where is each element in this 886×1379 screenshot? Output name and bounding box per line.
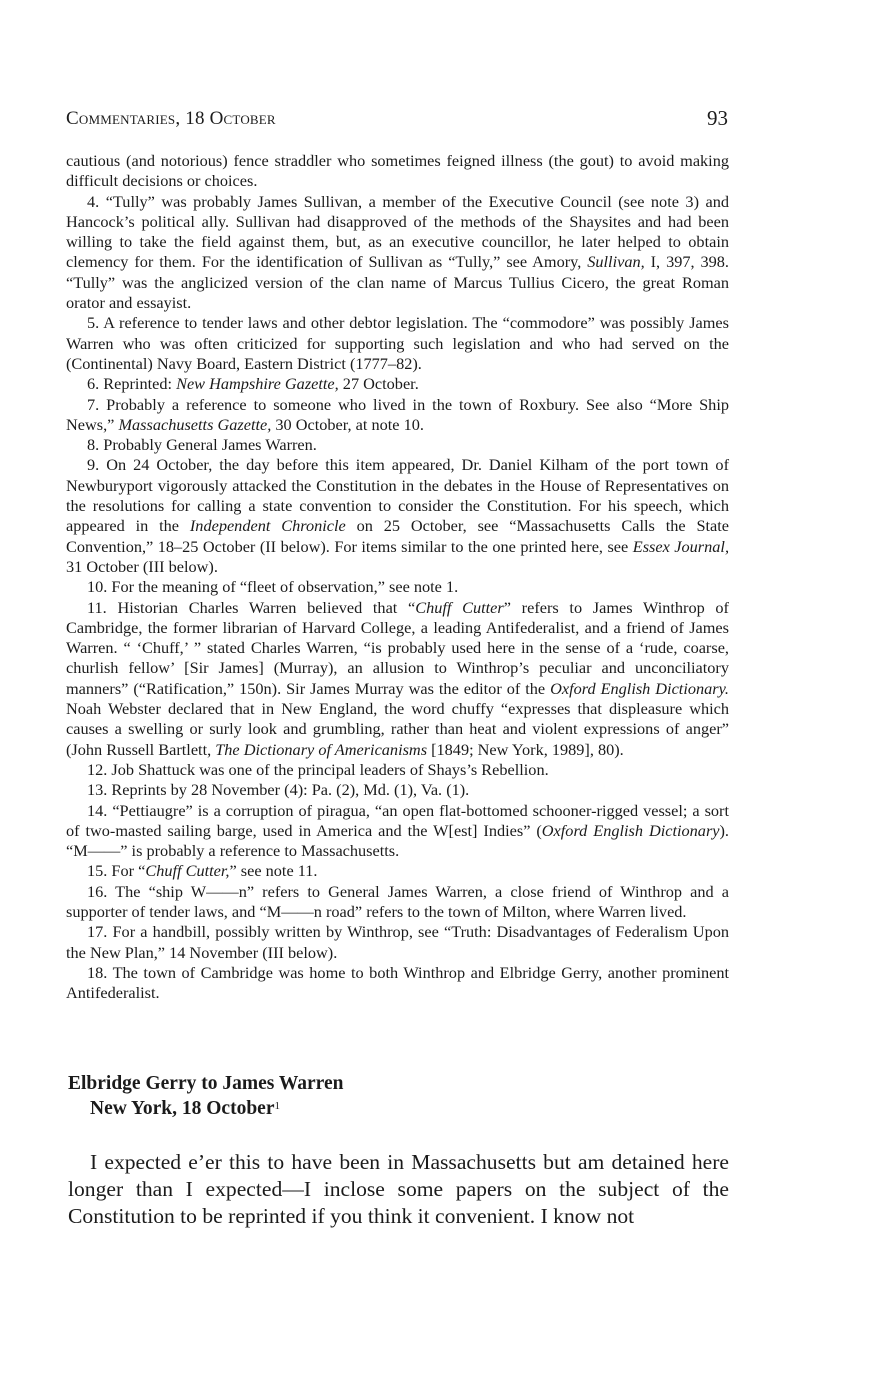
letter-body: I expected e’er this to have been in Massachusetts but am detained here longer than I expected—I inclose some papers on the subject of the Constitution to be reprinted if you think it convenient. I know not bbox=[68, 1149, 729, 1228]
note-10: 10. For the meaning of “fleet of observation,” see note 1. bbox=[87, 577, 459, 597]
note-9: 9. On 24 October, the day before this item appeared, Dr. Daniel Kilham of the port town of Newburyport vigorously attacked the Constitution in the debates in the House of Representatives on the resolutions for calling a state convention to consider the Constitution. For his speech, which appeared in the Independent Chronicle on 25 October, see “Massachusetts Calls the State Convention,” 18–25 October (II below). For items similar to the one printed here, see Essex Journal, 31 October (III below). bbox=[66, 455, 730, 576]
note-12: 12. Job Shattuck was one of the principal leaders of Shays’s Rebellion. bbox=[87, 759, 549, 779]
footnote-marker: 1 bbox=[274, 1100, 280, 1112]
note-17: 17. For a handbill, possibly written by Winthrop, see “Truth: Disadvantages of Federalism Upon the New Plan,” 14 November (III below). bbox=[66, 922, 729, 962]
note-16: 16. The “ship W——n” refers to General James Warren, a close friend of Winthrop and a supporter of tender laws, and “M——n road” refers to the town of Milton, where Warren lived. bbox=[66, 881, 729, 921]
note-15: 15. For “Chuff Cutter,” see note 11. bbox=[87, 861, 318, 881]
running-head bbox=[66, 106, 728, 132]
endnotes bbox=[66, 151, 729, 1003]
note-11: 11. Historian Charles Warren believed that “Chuff Cutter” refers to James Winthrop of Cambridge, the former librarian of Harvard College, a leading Antifederalist, and a friend of James Warren. “ ‘Chuff,’ ” stated Charles Warren, “is probably used here in the sense of a ‘rude, coarse, churlish fellow’ [Sir James] (Murray), an allusion to Winthrop’s peculiar and unconciliatory manners” (“Ratification,” 150n). Sir James Murray was the editor of the Oxford English Dictionary. Noah Webster declared that in New England, the word chuffy “expresses that displeasure which causes a swelling or surly look and grumbling, rather than heat and violent expressions of anger” (John Russell Bartlett, The Dictionary of Americanisms [1849; New York, 1989], 80). bbox=[66, 597, 729, 759]
note-4: 4. “Tully” was probably James Sullivan, a member of the Executive Council (see note 3) and Hancock’s political ally. Sullivan had disapproved of the methods of the Shaysites and had been willing to take the field against them, but, as an executive councillor, he later helped to obtain clemency for them. For the identification of Sullivan as “Tully,” see Amory, Sullivan, I, 397, 398. “Tully” was the anglicized version of the clan name of Marcus Tullius Cicero, the great Roman orator and essayist. bbox=[66, 191, 730, 313]
note-7: 7. Probably a reference to someone who lived in the town of Roxbury. See also “More Ship News,” Massachusetts Gazette, 30 October, at note 10. bbox=[66, 394, 729, 434]
note-continuation: cautious (and notorious) fence straddler who sometimes feigned illness (the gout) to avoid making difficult decisions or choices. bbox=[66, 151, 729, 191]
note-18: 18. The town of Cambridge was home to both Winthrop and Elbridge Gerry, another prominent Antifederalist. bbox=[66, 962, 729, 1003]
note-14: 14. “Pettiaugre” is a corruption of piragua, “an open flat-bottomed schooner-rigged vessel; a sort of two-masted sailing barge, used in America and the W[est] Indies” (Oxford English Dictionary). “M——” is probably a reference to Massachusetts. bbox=[66, 800, 730, 861]
note-8: 8. Probably General James Warren. bbox=[87, 435, 317, 455]
heading-date: New York, 18 October bbox=[90, 1098, 275, 1119]
note-13: 13. Reprints by 28 November (4): Pa. (2), Md. (1), Va. (1). bbox=[87, 780, 470, 800]
document-heading bbox=[68, 1071, 728, 1121]
heading-line-2 bbox=[68, 1096, 728, 1121]
running-head-title: Commentaries, 18 October bbox=[66, 108, 276, 129]
page-number: 93 bbox=[707, 106, 728, 130]
note-5: 5. A reference to tender laws and other debtor legislation. The “commodore” was possibly James Warren who was often criticized for supporting such legislation and who had served on the (Continental) Navy Board, Eastern District (1777–82). bbox=[66, 313, 729, 373]
note-6: 6. Reprinted: New Hampshire Gazette, 27 October. bbox=[87, 374, 419, 394]
heading-line-1: Elbridge Gerry to James Warren bbox=[68, 1073, 344, 1094]
